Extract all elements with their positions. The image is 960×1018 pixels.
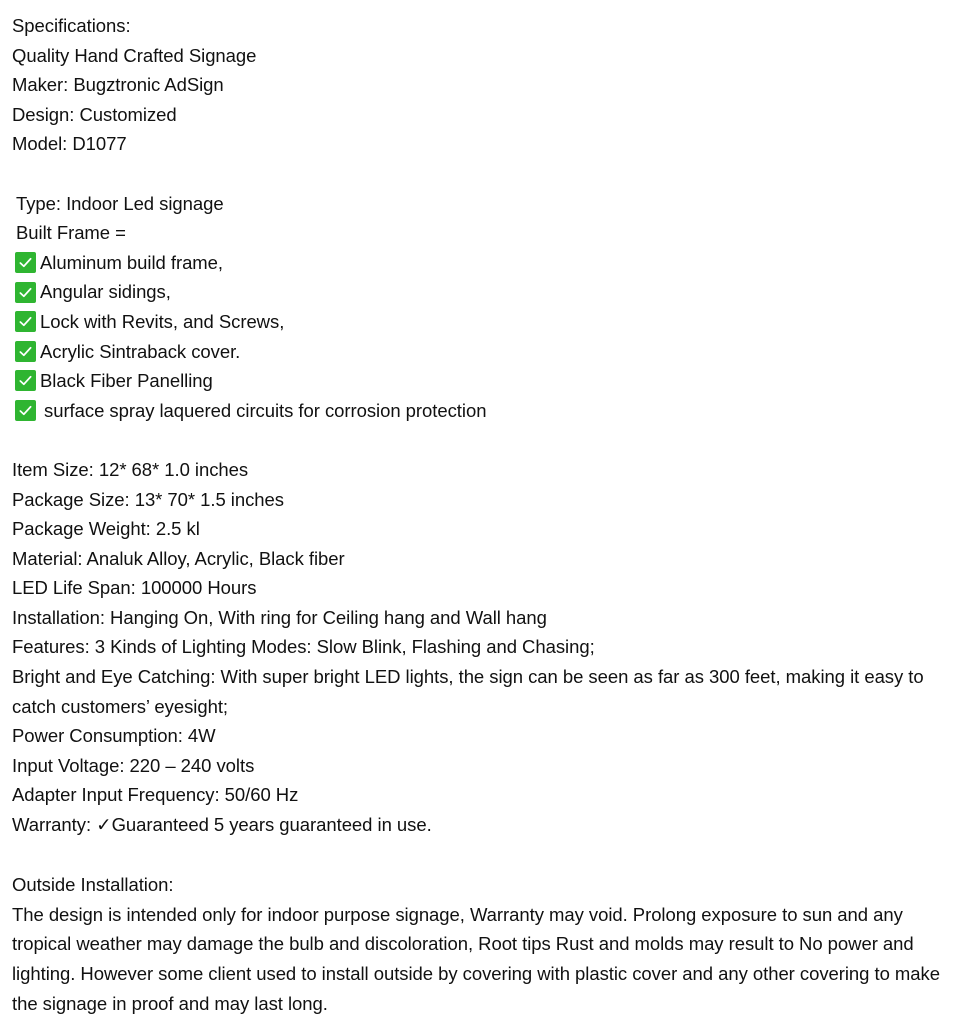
check-box-icon bbox=[15, 400, 36, 421]
frame-item bbox=[12, 337, 956, 367]
detail-line: Package Weight: 2.5 kl bbox=[12, 518, 200, 540]
frame-item bbox=[12, 277, 956, 307]
checkmark-icon: ✓ bbox=[96, 815, 112, 837]
check-box-icon bbox=[15, 341, 36, 362]
spec-line: Quality Hand Crafted Signage bbox=[12, 44, 257, 66]
check-box-icon bbox=[15, 370, 36, 391]
specifications-heading: Specifications: bbox=[12, 15, 131, 36]
detail-line: Adapter Input Frequency: 50/60 Hz bbox=[12, 784, 299, 806]
outside-installation-paragraph: The design is intended only for indoor purpose signage, Warranty may void. Prolong exposure to sun and any tropical weather may damage the bulb and discoloration, Root tips Rust and molds may result to No power and lighting. However some client used to install outside by covering with plastic cover and any other covering to make the signage in proof and may last long. bbox=[12, 903, 940, 1014]
detail-line: Material: Analuk Alloy, Acrylic, Black fiber bbox=[12, 547, 345, 569]
frame-section bbox=[12, 189, 956, 426]
detail-line: Package Size: 13* 70* 1.5 inches bbox=[12, 488, 284, 510]
blank-line bbox=[12, 159, 956, 189]
detail-line: Installation: Hanging On, With ring for Ceiling hang and Wall hang bbox=[12, 606, 547, 628]
spec-line: Design: Customized bbox=[12, 103, 177, 125]
frame-item bbox=[12, 248, 956, 278]
outside-installation-section bbox=[12, 870, 956, 1018]
detail-line: Features: 3 Kinds of Lighting Modes: Slow Blink, Flashing and Chasing; bbox=[12, 636, 595, 658]
frame-item bbox=[12, 396, 956, 426]
spec-line: Model: D1077 bbox=[12, 133, 127, 155]
detail-line: Power Consumption: 4W bbox=[12, 725, 216, 747]
specifications-section bbox=[12, 11, 956, 159]
check-box-icon bbox=[15, 311, 36, 332]
frame-line: Built Frame = bbox=[16, 222, 126, 244]
frame-item-label: Black Fiber Panelling bbox=[40, 370, 213, 392]
check-box-icon bbox=[15, 282, 36, 303]
frame-item-label: Acrylic Sintraback cover. bbox=[40, 340, 241, 362]
detail-line: Input Voltage: 220 – 240 volts bbox=[12, 754, 255, 776]
detail-line: LED Life Span: 100000 Hours bbox=[12, 577, 257, 599]
detail-paragraph: Bright and Eye Catching: With super bright LED lights, the sign can be seen as far as 300 feet, making it easy to catch customers’ eyesight; bbox=[12, 666, 924, 717]
frame-item bbox=[12, 307, 956, 337]
outside-installation-heading: Outside Installation: bbox=[12, 874, 174, 896]
frame-item-label: Lock with Revits, and Screws, bbox=[40, 310, 285, 332]
type-line: Type: Indoor Led signage bbox=[16, 192, 224, 214]
warranty-text: Guaranteed 5 years guaranteed in use. bbox=[111, 814, 432, 836]
warranty-label: Warranty: bbox=[12, 814, 97, 836]
frame-item-label: Aluminum build frame, bbox=[40, 251, 223, 273]
warranty-line bbox=[12, 810, 956, 841]
details-section bbox=[12, 455, 956, 841]
spec-line: Maker: Bugztronic AdSign bbox=[12, 74, 224, 96]
check-box-icon bbox=[15, 252, 36, 273]
frame-item bbox=[12, 366, 956, 396]
blank-line bbox=[12, 841, 956, 871]
frame-item-label: Angular sidings, bbox=[40, 281, 171, 303]
frame-item-label: surface spray laquered circuits for corrosion protection bbox=[44, 399, 487, 421]
blank-line bbox=[12, 425, 956, 455]
detail-line: Item Size: 12* 68* 1.0 inches bbox=[12, 458, 249, 480]
product-description bbox=[12, 11, 956, 1018]
